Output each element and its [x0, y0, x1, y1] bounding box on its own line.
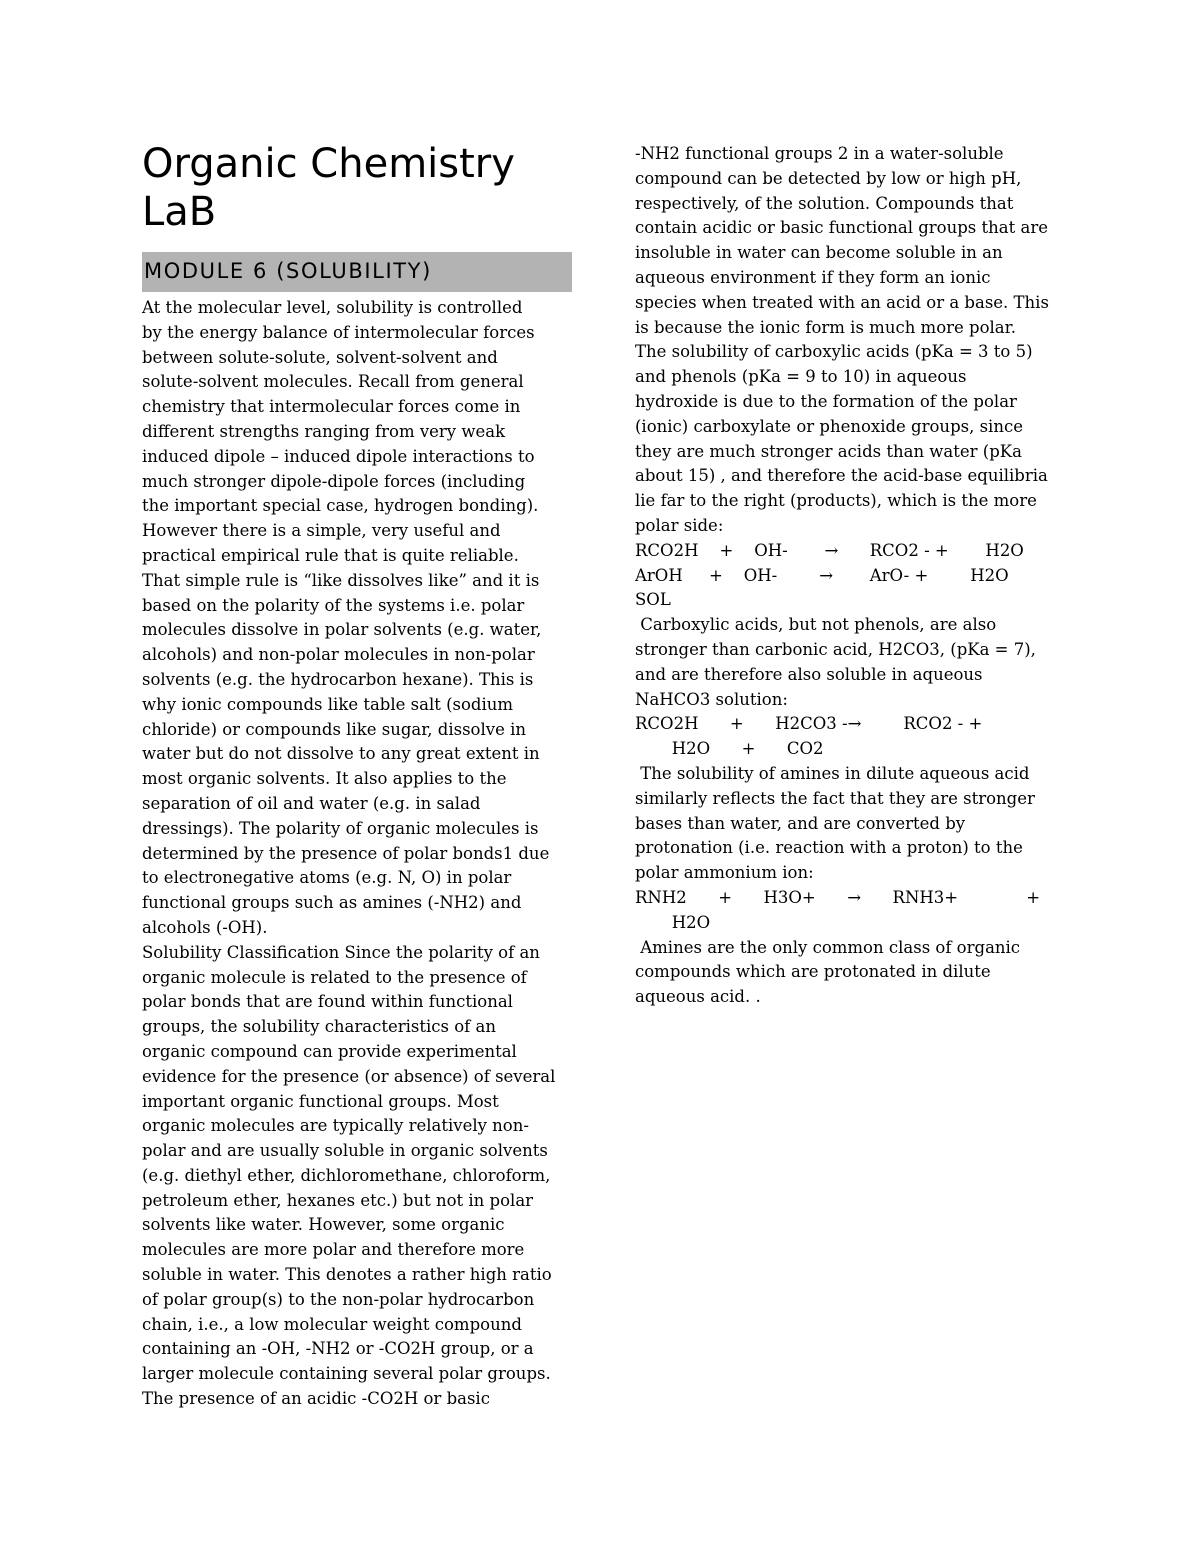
text-line: H2O — [635, 912, 711, 932]
text-line: polar bonds that are found within functional — [142, 992, 513, 1012]
title-line-2: LaB — [142, 189, 217, 235]
text-line: organic compound can provide experimental — [142, 1041, 517, 1061]
text-line: Solubility Classification Since the polarity of an — [142, 942, 540, 962]
document-title — [142, 140, 572, 236]
right-column — [635, 142, 1065, 1010]
text-line: SOL — [635, 590, 671, 610]
text-line: stronger than carbonic acid, H2CO3, (pKa = 7), — [635, 639, 1036, 659]
text-line: The presence of an acidic -CO2H or basic — [142, 1389, 490, 1409]
text-line: aqueous environment if they form an ionic — [635, 267, 991, 287]
text-line: similarly reflects the fact that they are stronger — [635, 788, 1035, 808]
text-line: Carboxylic acids, but not phenols, are also — [635, 615, 997, 635]
text-line: chain, i.e., a low molecular weight compound — [142, 1314, 522, 1334]
text-line: organic molecule is related to the presence of — [142, 967, 527, 987]
text-line: different strengths ranging from very weak — [142, 421, 506, 441]
text-line: evidence for the presence (or absence) of several — [142, 1066, 556, 1086]
text-line: ArOH + OH- → ArO- + H2O — [635, 565, 1009, 585]
text-line: NaHCO3 solution: — [635, 689, 788, 709]
right-body-text — [635, 142, 1065, 1010]
text-line: compound can be detected by low or high pH, — [635, 168, 1022, 188]
text-line: dressings). The polarity of organic molecules is — [142, 818, 539, 838]
text-line: between solute-solute, solvent-solvent and — [142, 347, 498, 367]
text-line: is because the ionic form is much more polar. — [635, 317, 1016, 337]
text-line: compounds which are protonated in dilute — [635, 962, 991, 982]
text-line: polar and are usually soluble in organic solvents — [142, 1141, 548, 1161]
text-line: lie far to the right (products), which is the more — [635, 491, 1037, 511]
text-line: water but do not dissolve to any great extent in — [142, 744, 540, 764]
text-line: protonation (i.e. reaction with a proton) to the — [635, 838, 1023, 858]
text-line: chemistry that intermolecular forces come in — [142, 397, 521, 417]
text-line: However there is a simple, very useful and — [142, 521, 501, 541]
left-body-text — [142, 296, 572, 1412]
text-line: hydroxide is due to the formation of the polar — [635, 391, 1017, 411]
text-line: based on the polarity of the systems i.e. polar — [142, 595, 525, 615]
text-line: species when treated with an acid or a base. This — [635, 292, 1049, 312]
text-line: insoluble in water can become soluble in an — [635, 243, 1003, 263]
text-line: Amines are the only common class of organic — [635, 937, 1021, 957]
text-line: important organic functional groups. Most — [142, 1091, 499, 1111]
text-line: molecules dissolve in polar solvents (e.g. water, — [142, 620, 542, 640]
module-heading: MODULE 6 (SOLUBILITY) — [142, 252, 572, 292]
text-line: and phenols (pKa = 9 to 10) in aqueous — [635, 367, 967, 387]
title-line-1: Organic Chemistry — [142, 141, 515, 187]
text-line: petroleum ether, hexanes etc.) but not in polar — [142, 1190, 534, 1210]
text-line: The solubility of amines in dilute aqueous acid — [635, 763, 1030, 783]
text-line: solvents (e.g. the hydrocarbon hexane). This is — [142, 669, 534, 689]
text-line: (e.g. diethyl ether, dichloromethane, chloroform, — [142, 1165, 551, 1185]
text-line: the important special case, hydrogen bonding). — [142, 496, 539, 516]
text-line: solute-solvent molecules. Recall from general — [142, 372, 524, 392]
text-line: That simple rule is “like dissolves like” and it is — [142, 570, 540, 590]
text-line: respectively, of the solution. Compounds that — [635, 193, 1014, 213]
text-line: to electronegative atoms (e.g. N, O) in polar — [142, 868, 512, 888]
text-line: At the molecular level, solubility is controlled — [142, 298, 523, 317]
text-line: (ionic) carboxylate or phenoxide groups, since — [635, 416, 1023, 436]
text-line: solvents like water. However, some organic — [142, 1215, 505, 1235]
text-line: alcohols) and non-polar molecules in non-polar — [142, 645, 535, 665]
text-line: by the energy balance of intermolecular forces — [142, 322, 535, 342]
text-line: they are much stronger acids than water (pKa — [635, 441, 1022, 461]
text-line: The solubility of carboxylic acids (pKa = 3 to 5) — [635, 342, 1033, 362]
text-line: most organic solvents. It also applies to the — [142, 769, 507, 789]
text-line: H2O + CO2 — [635, 739, 824, 759]
text-line: groups, the solubility characteristics of an — [142, 1017, 497, 1037]
text-line: RCO2H + OH- → RCO2 - + H2O — [635, 540, 1024, 560]
left-column — [142, 140, 572, 1412]
text-line: -NH2 functional groups 2 in a water-soluble — [635, 144, 1004, 163]
text-line: aqueous acid. . — [635, 987, 761, 1007]
text-line: and are therefore also soluble in aqueous — [635, 664, 983, 684]
text-line: alcohols (-OH). — [142, 917, 268, 937]
text-line: functional groups such as amines (-NH2) and — [142, 893, 522, 913]
text-line: RNH2 + H3O+ → RNH3+ + — [635, 887, 1041, 907]
text-line: separation of oil and water (e.g. in salad — [142, 793, 481, 813]
text-line: polar ammonium ion: — [635, 863, 814, 883]
text-line: of polar group(s) to the non-polar hydrocarbon — [142, 1289, 535, 1309]
text-line: chloride) or compounds like sugar, dissolve in — [142, 719, 527, 739]
text-line: determined by the presence of polar bonds1 due — [142, 843, 550, 863]
text-line: molecules are more polar and therefore more — [142, 1240, 525, 1260]
text-line: much stronger dipole-dipole forces (including — [142, 471, 526, 491]
text-line: induced dipole – induced dipole interactions to — [142, 446, 535, 466]
text-line: larger molecule containing several polar groups. — [142, 1364, 551, 1384]
text-line: soluble in water. This denotes a rather high ratio — [142, 1265, 552, 1285]
text-line: RCO2H + H2CO3 -→ RCO2 - + — [635, 714, 983, 734]
text-line: bases than water, and are converted by — [635, 813, 966, 833]
text-line: contain acidic or basic functional groups that are — [635, 218, 1048, 238]
text-line: polar side: — [635, 515, 724, 535]
text-line: practical empirical rule that is quite reliable. — [142, 545, 519, 565]
text-line: about 15) , and therefore the acid-base equilibria — [635, 466, 1048, 486]
text-line: containing an -OH, -NH2 or -CO2H group, or a — [142, 1339, 534, 1359]
text-line: organic molecules are typically relatively non- — [142, 1116, 529, 1136]
text-line: why ionic compounds like table salt (sodium — [142, 694, 514, 714]
